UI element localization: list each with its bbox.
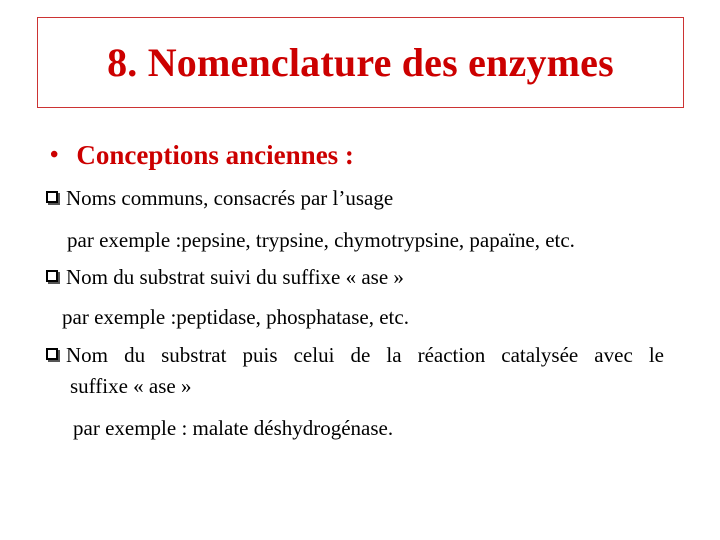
section-heading	[50, 140, 354, 171]
title-box	[37, 17, 684, 108]
list-item-example-1: par exemple :pepsine, trypsine, chymotrypsine, papaïne, etc.	[67, 228, 575, 252]
checkbox-square-icon	[46, 348, 58, 360]
page-title: 8. Nomenclature des enzymes	[107, 40, 614, 85]
section-bullet-icon: •	[50, 142, 59, 168]
list-item-1	[46, 186, 393, 211]
checkbox-square-icon	[46, 191, 58, 203]
list-item-text-continued: suffixe « ase »	[70, 374, 192, 398]
section-heading-text: Conceptions anciennes :	[76, 140, 354, 170]
list-item-example-3: par exemple : malate déshydrogénase.	[73, 416, 394, 440]
list-item-text: Nom du substrat suivi du suffixe « ase »	[66, 265, 404, 289]
checkbox-square-icon	[46, 270, 58, 282]
list-item-text: Noms communs, consacrés par l’usage	[66, 186, 394, 210]
list-item-example-2: par exemple :peptidase, phosphatase, etc.	[62, 305, 409, 329]
list-item-2	[46, 265, 404, 290]
list-item-text: Nom du substrat puis celui de la réaction catalysée avec le	[66, 343, 664, 367]
list-item-3	[46, 343, 664, 368]
